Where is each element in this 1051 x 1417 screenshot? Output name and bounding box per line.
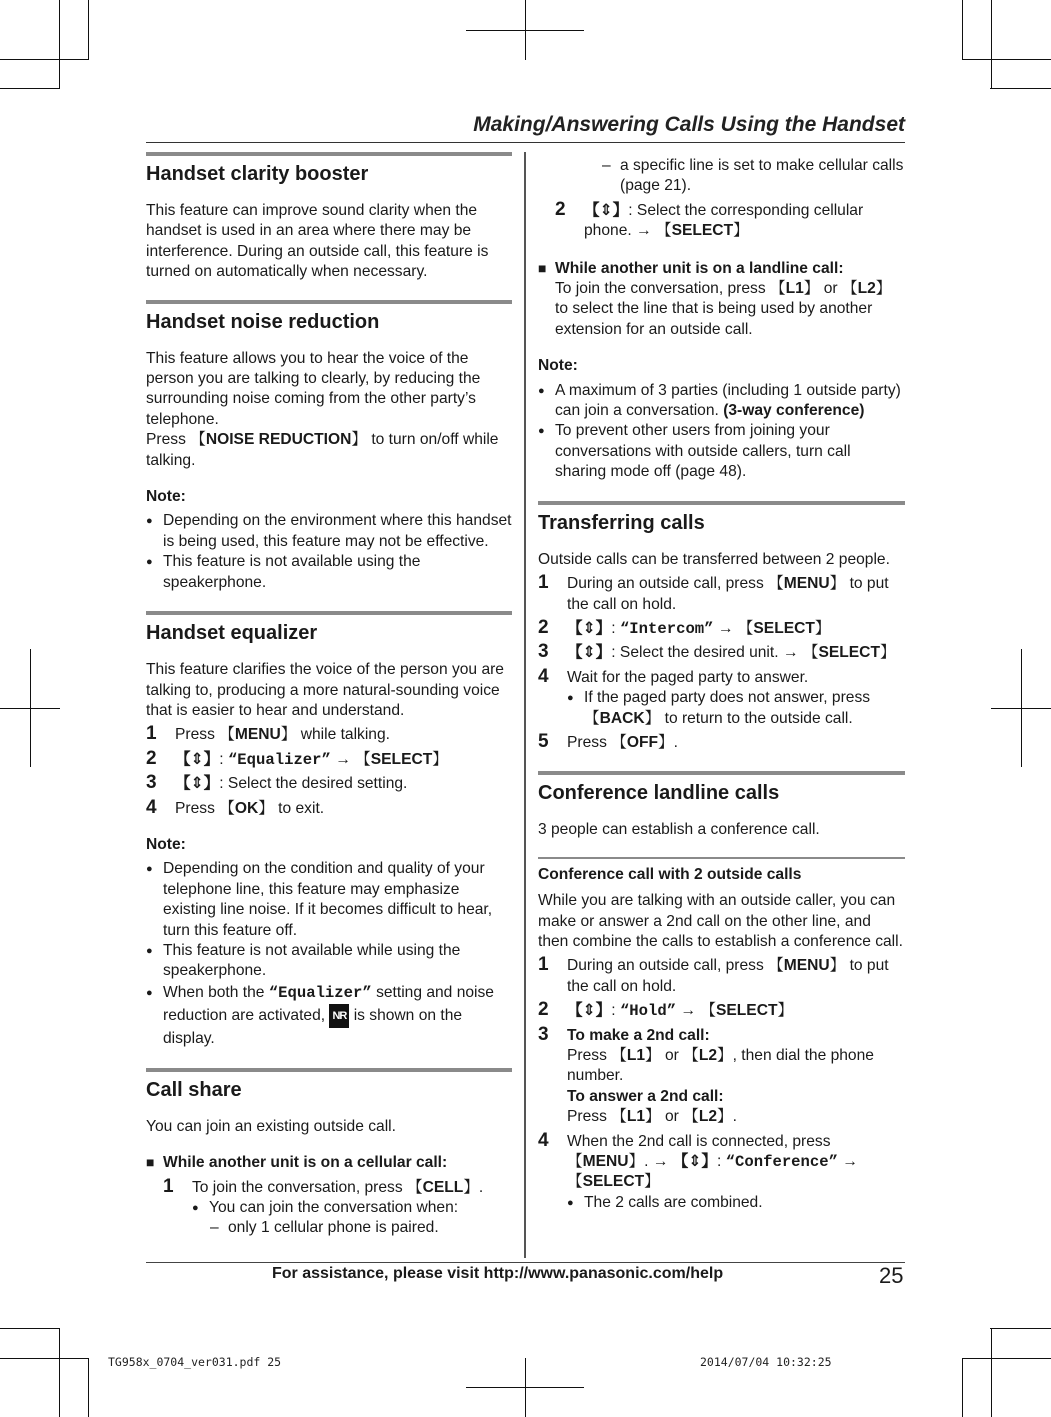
section-title: Handset equalizer [146, 622, 318, 645]
scroll-key-icon: 【⇕】 [567, 619, 612, 637]
step: 2 【⇕】: “Equalizer” → 【SELECT】 [146, 747, 448, 769]
step: 1 Press 【MENU】 while talking. [146, 723, 390, 745]
landline-body: To join the conversation, press 【L1】 or 【L2】 to select the line that is being used by another extension for an outside call. [555, 280, 892, 338]
menu-key: 【MENU】 [567, 1153, 645, 1171]
print-slug-date: 2014/07/04 10:32:25 [700, 1355, 832, 1369]
section-clarity-booster [146, 152, 512, 186]
right-column [538, 152, 905, 1213]
select-key: 【SELECT】 [567, 1173, 660, 1191]
note-bullet: ● When both the “Equalizer” setting and noise reduction are activated, NR is shown on the display. [146, 982, 512, 1050]
l2-key: 【L2】 [683, 1108, 733, 1126]
step: 4 Wait for the paged party to answer. [538, 665, 809, 687]
step: 3 【⇕】: Select the desired setting. [146, 772, 408, 794]
section-title: Call share [146, 1078, 242, 1101]
step: 2 【⇕】: “Hold” → 【SELECT】 [538, 999, 794, 1021]
cellular-call-heading: ■ While another unit is on a cellular call: [146, 1153, 512, 1173]
l2-key: 【L2】 [841, 280, 892, 298]
transfer-body: Outside calls can be transferred between 2 people. [538, 550, 890, 568]
equalizer-body: This feature clarifies the voice of the person you are talking to, producing a more natural-sounding voice that is easier to hear and understand. [146, 661, 504, 719]
footer-rule [146, 1262, 905, 1263]
section-title: Transferring calls [538, 511, 705, 534]
step-bullet: ● The 2 calls are combined. [567, 1193, 905, 1213]
conference-sub-body: While you are talking with an outside caller, you can make or answer a 2nd call on the other line, and then combine the calls to establish a conference call. [538, 892, 903, 950]
note-bullet: ● To prevent other users from joining your conversations with outside callers, turn call sharing mode off (page 48). [538, 421, 905, 482]
scroll-key-icon: 【⇕】 [567, 1002, 612, 1020]
page-number: 25 [879, 1263, 904, 1288]
l2-key: 【L2】 [683, 1047, 733, 1064]
scroll-key-icon: 【⇕】 [672, 1153, 717, 1171]
note-bullet: ● Depending on the environment where this handset is being used, this feature may not be effective. [146, 511, 512, 552]
menu-key: 【MENU】 [768, 575, 846, 593]
step: 4 Press 【OK】 to exit. [146, 796, 325, 818]
note-bullet: ● This feature is not available while using the speakerphone. [146, 941, 512, 982]
l1-key: 【L1】 [769, 280, 820, 298]
step: 2 【⇕】: “Intercom” → 【SELECT】 [538, 616, 831, 638]
section-title: Handset noise reduction [146, 310, 380, 333]
noise-reduction-key: 【NOISE REDUCTION】 [190, 431, 367, 449]
scroll-key-icon: 【⇕】 [175, 750, 220, 768]
section-title: Conference landline calls [538, 782, 780, 805]
section-noise-reduction [146, 300, 512, 334]
l1-key: 【L1】 [611, 1047, 661, 1064]
running-head: Making/Answering Calls Using the Handset [473, 113, 905, 136]
off-key: 【OFF】 [611, 733, 674, 751]
back-key: 【BACK】 [584, 709, 661, 727]
menu-key: 【MENU】 [768, 957, 846, 975]
step: 3 【⇕】: Select the desired unit. → 【SELECT】 [538, 641, 896, 663]
step: 4 When the 2nd call is connected, press 【MENU】. → 【⇕】: “Conference” → 【SELECT】 [538, 1129, 858, 1191]
step: 3 To make a 2nd call: Press 【L1】 or 【L2】, then dial the phone number. To answer a 2nd call: Press 【L1】 or 【L2】. [538, 1023, 874, 1126]
select-key: 【SELECT】 [700, 1002, 794, 1020]
help-footer: For assistance, please visit http://www.panasonic.com/help [272, 1265, 724, 1282]
note-bullet: ● A maximum of 3 parties (including 1 outside party) can join a conversation. (3-way conference) [538, 381, 905, 422]
print-slug-file: TG958x_0704_ver031.pdf 25 [108, 1355, 282, 1369]
conference-body: 3 people can establish a conference call. [538, 821, 820, 839]
step: 1 During an outside call, press 【MENU】 to put the call on hold. [538, 954, 889, 995]
scroll-key-icon: 【⇕】 [567, 644, 612, 662]
step: 1 During an outside call, press 【MENU】 to put the call on hold. [538, 572, 889, 613]
note-label: Note: [146, 488, 186, 506]
note-label: Note: [538, 357, 578, 375]
note-label: Note: [146, 835, 186, 853]
subsection-title: Conference call with 2 outside calls [538, 857, 905, 885]
step-bullet: ● You can join the conversation when: [192, 1198, 512, 1218]
landline-call-heading: ■ While another unit is on a landline call: [538, 259, 905, 279]
section-equalizer [146, 611, 512, 645]
note-bullet: ● This feature is not available using the speakerphone. [146, 552, 512, 593]
select-key: 【SELECT】 [737, 619, 831, 637]
left-column [146, 152, 512, 1239]
noise-body: This feature allows you to hear the voice of the person you are talking to clearly, by reducing the surrounding noise coming from the other party’s telephone. [146, 349, 481, 428]
scroll-key-icon: 【⇕】 [584, 201, 629, 219]
step: 2 【⇕】: Select the corresponding cellular phone. → 【SELECT】 [555, 198, 864, 240]
ok-key: 【OK】 [219, 799, 274, 817]
scroll-key-icon: 【⇕】 [175, 775, 220, 793]
section-transferring-calls [538, 501, 905, 535]
cell-key: 【CELL】 [406, 1178, 479, 1196]
section-conference-calls [538, 771, 905, 805]
step: 1 To join the conversation, press 【CELL】. [163, 1175, 484, 1197]
section-call-share [146, 1068, 512, 1102]
header-rule [146, 142, 905, 143]
step-bullet: ● If the paged party does not answer, press 【BACK】 to return to the outside call. [567, 688, 905, 729]
noise-reduction-icon: NR [329, 1004, 349, 1028]
select-key: 【SELECT】 [802, 644, 896, 662]
l1-key: 【L1】 [611, 1108, 661, 1126]
step: 5 Press 【OFF】. [538, 730, 678, 752]
note-bullet: ● Depending on the condition and quality of your telephone line, this feature may emphasize existing line noise. If it becomes difficult to hear, turn this feature off. [146, 859, 512, 941]
callshare-body: You can join an existing outside call. [146, 1117, 396, 1135]
clarity-body: This feature can improve sound clarity when the handset is used in an area where there may be interference. During an outside call, this feature is turned on automatically when necessary. [146, 202, 489, 281]
condition-item: – only 1 cellular phone is paired. [210, 1218, 512, 1238]
column-divider [524, 152, 526, 1258]
select-key: 【SELECT】 [355, 750, 448, 768]
section-title: Handset clarity booster [146, 163, 369, 185]
condition-item: – a specific line is set to make cellular calls (page 21). [602, 156, 905, 197]
noise-press-line: Press 【NOISE REDUCTION】 to turn on/off while talking. [146, 431, 499, 469]
menu-key: 【MENU】 [219, 726, 297, 744]
select-key: 【SELECT】 [655, 222, 749, 240]
